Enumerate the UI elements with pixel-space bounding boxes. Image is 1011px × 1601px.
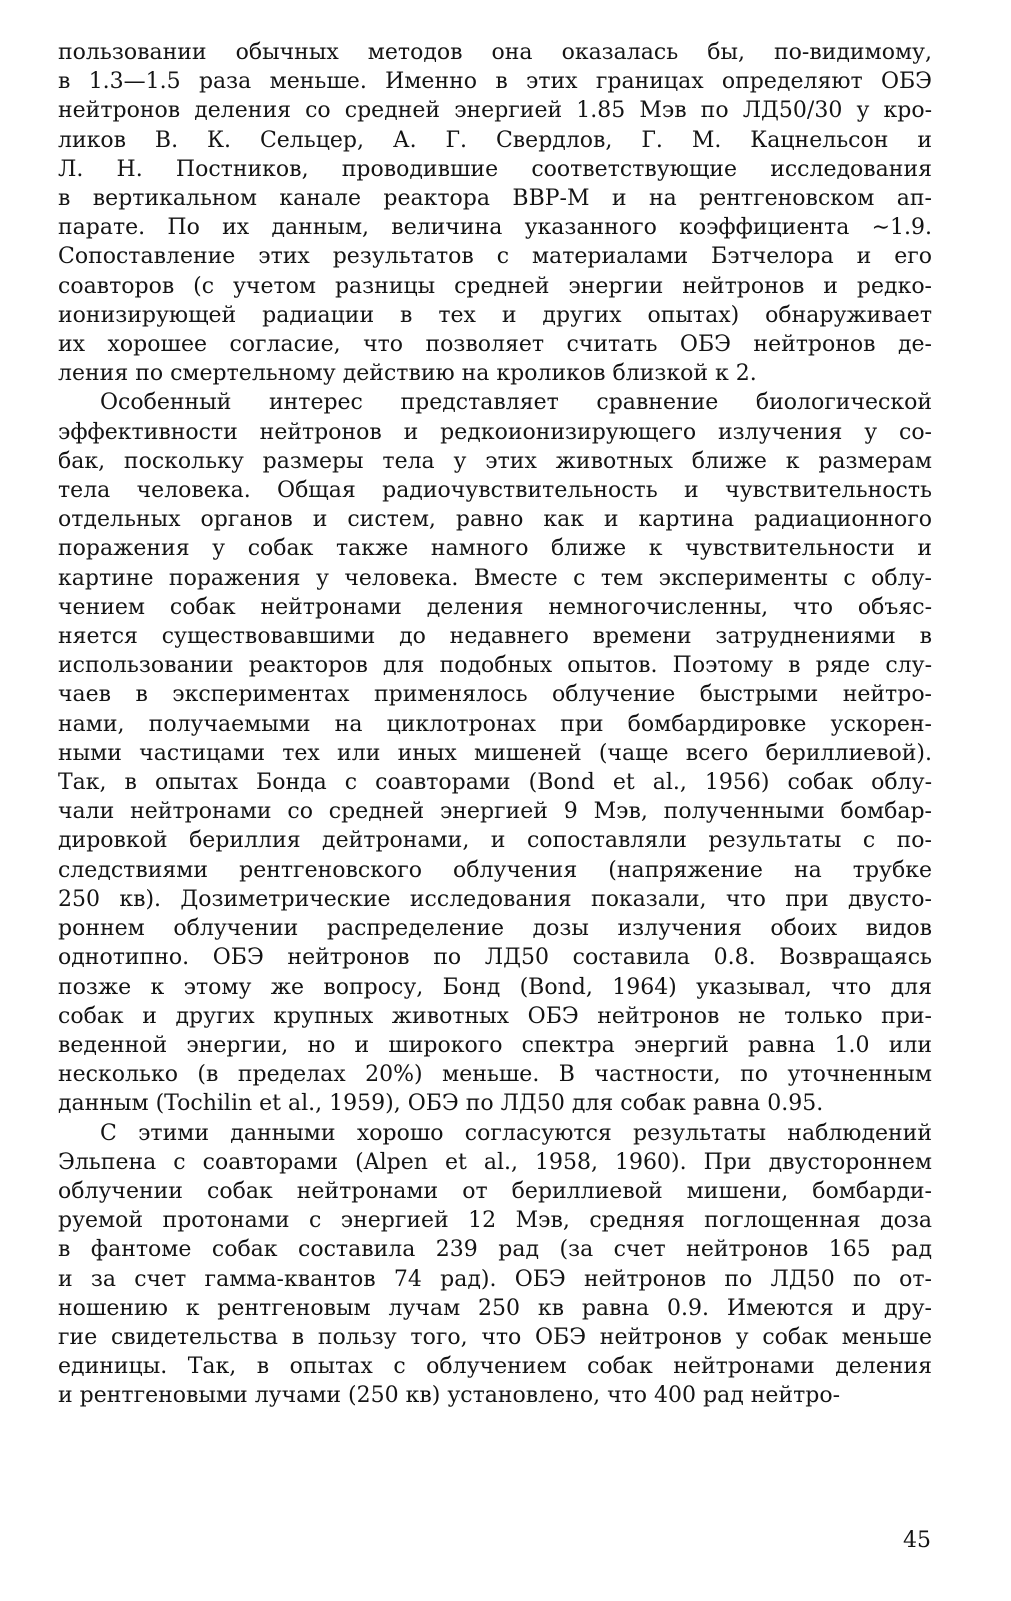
text-line: эффективности нейтронов и редкоионизирующего излучения у со- <box>58 419 932 445</box>
text-line: несколько (в пределах 20%) меньше. В частности, по уточненным <box>58 1062 932 1088</box>
text-line: нейтронов деления со средней энергией 1.85 Мэв по ЛД50/30 у кро- <box>58 98 932 124</box>
document-page <box>58 38 932 1538</box>
text-line: няется существовавшими до недавнего времени затруднениями в <box>58 624 932 650</box>
text-line: использовании реакторов для подобных опытов. Поэтому в ряде слу- <box>58 653 932 679</box>
text-line: следствиями рентгеновского облучения (напряжение на трубке <box>58 857 932 883</box>
text-line: Сопоставление этих результатов с материалами Бэтчелора и его <box>58 244 932 270</box>
text-line: собак и других крупных животных ОБЭ нейтронов не только при- <box>58 1003 932 1029</box>
text-line: ными частицами тех или иных мишеней (чаще всего бериллиевой). <box>58 740 932 766</box>
text-line: единицы. Так, в опытах с облучением собак нейтронами деления <box>58 1354 932 1380</box>
text-line: ношению к рентгеновым лучам 250 кв равна 0.9. Имеются и дру- <box>58 1295 932 1321</box>
text-line: в вертикальном канале реактора ВВР-М и на рентгеновском ап- <box>58 186 932 212</box>
text-line: в 1.3—1.5 раза меньше. Именно в этих границах определяют ОБЭ <box>58 69 932 95</box>
text-line: ликов В. К. Сельцер, А. Г. Свердлов, Г. М. Кацнельсон и <box>58 127 932 153</box>
paragraph-p3 <box>58 1119 932 1411</box>
text-line: и рентгеновыми лучами (250 кв) установлено, что 400 рад нейтро- <box>58 1383 841 1409</box>
body-text <box>58 38 932 1411</box>
text-line: веденной энергии, но и широкого спектра энергий равна 1.0 или <box>58 1032 932 1058</box>
text-line: соавторов (с учетом разницы средней энергии нейтронов и редко- <box>58 273 932 299</box>
text-line: в фантоме собак составила 239 рад (за счет нейтронов 165 рад <box>58 1237 932 1263</box>
text-line: ионизирующей радиации в тех и других опытах) обнаруживает <box>58 302 932 328</box>
text-line: Особенный интерес представляет сравнение биологической <box>100 390 932 416</box>
text-line: гие свидетельства в пользу того, что ОБЭ нейтронов у собак меньше <box>58 1324 932 1350</box>
text-line: пользовании обычных методов она оказалась бы, по-видимому, <box>58 40 932 65</box>
text-line: ления по смертельному действию на кроликов близкой к 2. <box>58 361 757 387</box>
paragraph-p1 <box>58 38 932 388</box>
text-line: С этими данными хорошо согласуются результаты наблюдений <box>100 1120 932 1146</box>
text-line: чаев в экспериментах применялось облучение быстрыми нейтро- <box>58 682 932 708</box>
text-line: чали нейтронами со средней энергией 9 Мэв, полученными бомбар- <box>58 799 932 825</box>
text-line: нами, получаемыми на циклотронах при бомбардировке ускорен- <box>58 711 932 737</box>
text-line: Эльпена с соавторами (Alpen et al., 1958, 1960). При двустороннем <box>58 1149 932 1175</box>
text-line: парате. По их данным, величина указанного коэффициента ∼1.9. <box>58 215 932 241</box>
text-line: картине поражения у человека. Вместе с тем эксперименты с облу- <box>58 565 932 591</box>
text-line: тела человека. Общая радиочувствительность и чувствительность <box>58 478 932 504</box>
text-line: 250 кв). Дозиметрические исследования показали, что при двусто- <box>58 886 932 912</box>
text-line: Л. Н. Постников, проводившие соответствующие исследования <box>58 156 932 182</box>
text-line: однотипно. ОБЭ нейтронов по ЛД50 составила 0.8. Возвращаясь <box>58 945 932 971</box>
text-line: дировкой бериллия дейтронами, и сопоставляли результаты с по- <box>58 828 932 854</box>
text-line: их хорошее согласие, что позволяет считать ОБЭ нейтронов де- <box>58 332 932 358</box>
text-line: поражения у собак также намного ближе к чувствительности и <box>58 536 932 562</box>
text-line: и за счет гамма-квантов 74 рад). ОБЭ нейтронов по ЛД50 по от- <box>58 1266 932 1292</box>
paragraph-p2 <box>58 388 932 1118</box>
text-line: позже к этому же вопросу, Бонд (Bond, 1964) указывал, что для <box>58 974 932 1000</box>
text-line: данным (Tochilin et al., 1959), ОБЭ по ЛД50 для собак равна 0.95. <box>58 1091 824 1117</box>
text-line: роннем облучении распределение дозы излучения обоих видов <box>58 916 932 942</box>
text-line: бак, поскольку размеры тела у этих животных ближе к размерам <box>58 448 932 474</box>
page-number: 45 <box>903 1528 931 1553</box>
text-line: чением собак нейтронами деления немногочисленны, что объяс- <box>58 594 932 620</box>
text-line: руемой протонами с энергией 12 Мэв, средняя поглощенная доза <box>58 1208 932 1234</box>
text-line: отдельных органов и систем, равно как и картина радиационного <box>58 507 932 533</box>
text-line: облучении собак нейтронами от бериллиевой мишени, бомбарди- <box>58 1178 932 1204</box>
text-line: Так, в опытах Бонда с соавторами (Bond et al., 1956) собак облу- <box>58 770 932 796</box>
